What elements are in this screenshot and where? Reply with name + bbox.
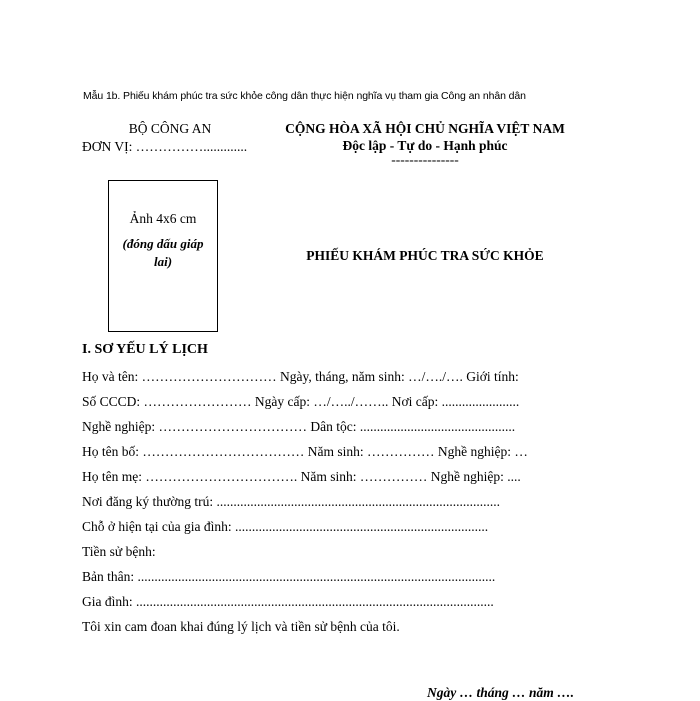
form-title: PHIẾU KHÁM PHÚC TRA SỨC KHỎE xyxy=(306,248,544,263)
agency-header xyxy=(82,121,262,155)
line-permanent-address: Nơi đăng ký thường trú: .................................................................................... xyxy=(82,494,500,509)
photo-size-label: Ảnh 4x6 cm xyxy=(129,211,197,226)
form-code: Mẫu 1b. Phiếu khám phúc tra sức khỏe công dân thực hiện nghĩa vụ tham gia Công an nhân dân xyxy=(83,90,526,102)
header-divider: --------------- xyxy=(391,152,459,167)
sign-date: Ngày … tháng … năm …. xyxy=(427,685,575,700)
line-father: Họ tên bố: ……………………………… Năm sinh: …………… Nghề nghiệp: … xyxy=(82,444,528,459)
line-mother: Họ tên mẹ: ……………………………. Năm sinh: …………… Nghề nghiệp: .... xyxy=(82,469,521,484)
line-current-residence: Chỗ ở hiện tại của gia đình: ........................................................................... xyxy=(82,519,489,534)
line-full-name: Họ và tên: ………………………… Ngày, tháng, năm sinh: …/…./…. Giới tính: xyxy=(82,369,519,384)
section-title: I. SƠ YẾU LÝ LỊCH xyxy=(82,342,208,357)
line-occupation: Nghề nghiệp: …………………………… Dân tộc: .............................................. xyxy=(82,419,516,434)
personal-info-lines xyxy=(82,368,542,643)
line-declaration: Tôi xin cam đoan khai đúng lý lịch và tiền sử bệnh của tôi. xyxy=(82,619,400,634)
national-header xyxy=(270,121,580,166)
line-id-card: Số CCCD: …………………… Ngày cấp: …/…../…….. Nơi cấp: ....................... xyxy=(82,394,520,409)
line-self-history: Bản thân: .......................................................................................................... xyxy=(82,569,496,584)
photo-placeholder xyxy=(108,180,218,332)
line-medical-history: Tiền sử bệnh: xyxy=(82,544,156,559)
photo-stamp-note: (đóng dấu giáp lai) xyxy=(122,236,204,269)
nation-motto: Độc lập - Tự do - Hạnh phúc xyxy=(342,138,508,153)
ministry-name: BỘ CÔNG AN xyxy=(128,121,212,136)
unit-field: ĐƠN VỊ: ……………............. xyxy=(82,139,248,154)
nation-name: CỘNG HÒA XÃ HỘI CHỦ NGHĨA VIỆT NAM xyxy=(285,121,565,136)
line-family-history: Gia đình: .......................................................................................................... xyxy=(82,594,494,609)
